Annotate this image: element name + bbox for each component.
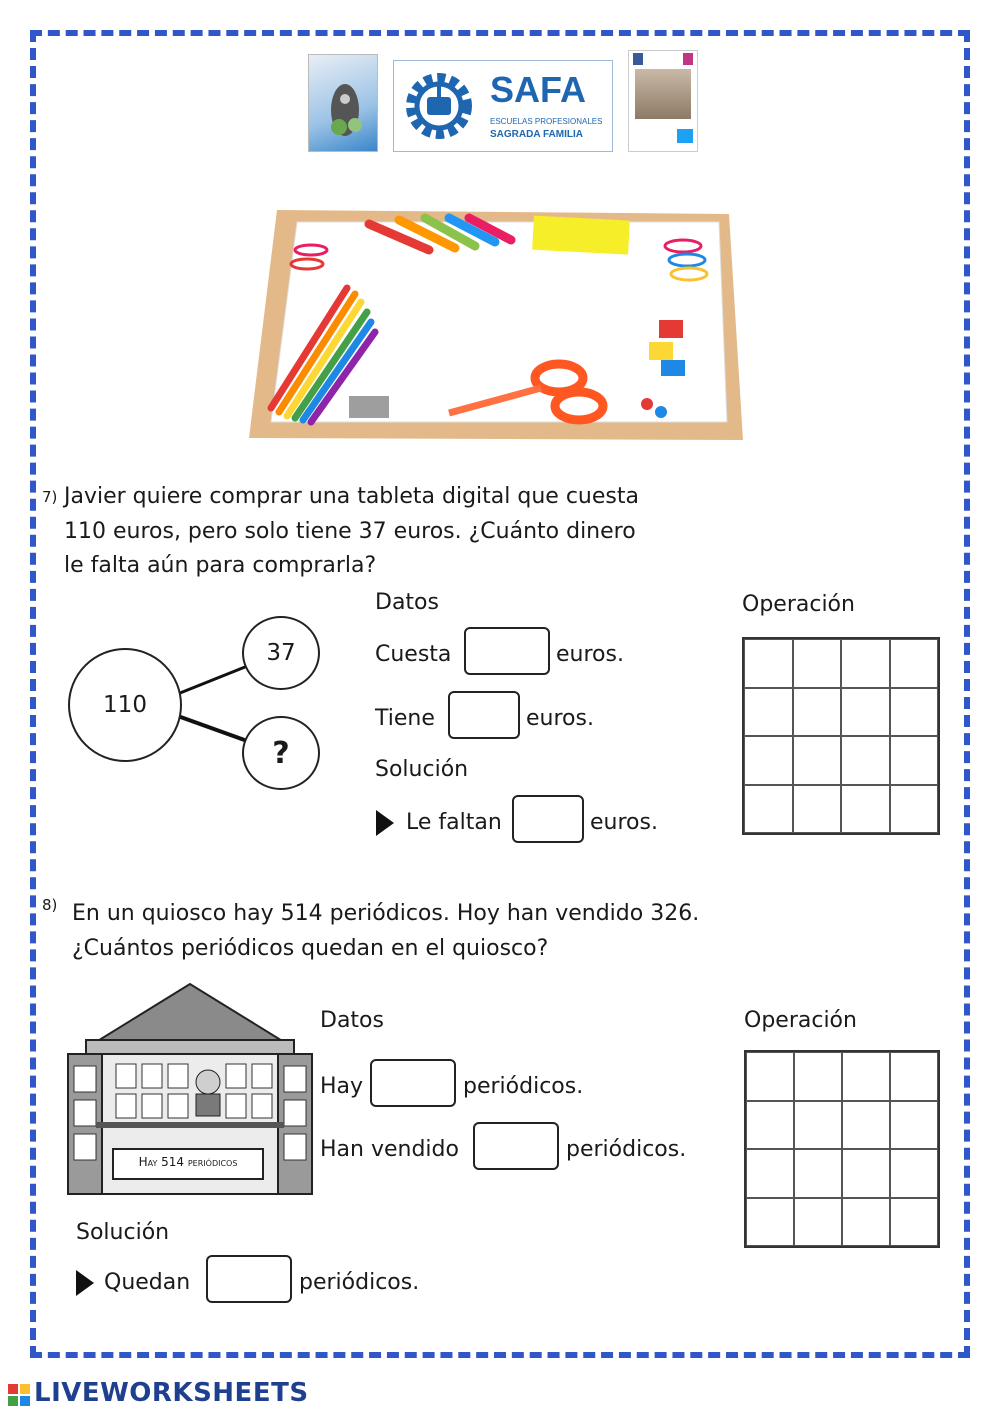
q7-sol-unit: euros. bbox=[590, 810, 658, 835]
twitter-icon bbox=[677, 129, 693, 143]
facebook-icon bbox=[633, 53, 643, 65]
safa-logo-title: SAFA bbox=[490, 69, 587, 110]
q7-line1: Javier quiere comprar una tableta digital que cuesta bbox=[64, 484, 639, 509]
book-cover-illustration bbox=[309, 55, 377, 151]
q7-total-circle: 110 bbox=[68, 648, 182, 762]
q7-line2: 110 euros, pero solo tiene 37 euros. ¿Cuánto dinero bbox=[64, 519, 636, 544]
gear-icon bbox=[400, 67, 478, 145]
q7-number: 7) bbox=[42, 488, 58, 506]
q7-cuesta-input[interactable] bbox=[464, 627, 550, 675]
q8-line2: ¿Cuántos periódicos quedan en el quiosco? bbox=[72, 936, 549, 961]
q8-arrow-icon bbox=[76, 1270, 94, 1296]
book-cover-image bbox=[308, 54, 378, 152]
q7-line3: le falta aún para comprarla? bbox=[64, 553, 377, 578]
q7-unknown-circle: ? bbox=[242, 716, 320, 790]
q8-operation-grid[interactable] bbox=[744, 1050, 940, 1248]
q7-datos-title: Datos bbox=[375, 590, 439, 615]
stationery-graphic bbox=[249, 208, 759, 458]
q7-part-circle: 37 bbox=[242, 616, 320, 690]
liveworksheets-brand[interactable]: LIVEWORKSHEETS bbox=[34, 1378, 309, 1408]
safa-logo-sub1: ESCUELAS PROFESIONALES bbox=[490, 117, 603, 126]
q8-answer-input[interactable] bbox=[206, 1255, 292, 1303]
q7-tiene-input[interactable] bbox=[448, 691, 520, 739]
q7-row1-unit: euros. bbox=[556, 642, 624, 667]
kiosk-illustration bbox=[66, 982, 314, 1200]
liveworksheets-logo-icon bbox=[8, 1384, 30, 1406]
q8-number: 8) bbox=[42, 896, 58, 914]
stationery-illustration bbox=[249, 208, 759, 458]
q7-answer-input[interactable] bbox=[512, 795, 584, 843]
q8-line1: En un quiosco hay 514 periódicos. Hoy han vendido 326. bbox=[72, 901, 700, 926]
q7-sol-label: Le faltan bbox=[406, 810, 502, 835]
q8-row1-unit: periódicos. bbox=[463, 1074, 584, 1099]
q7-row2-label: Tiene bbox=[375, 706, 435, 731]
q8-row2-label: Han vendido bbox=[320, 1137, 459, 1162]
social-flyer-image bbox=[628, 50, 698, 152]
q8-sol-unit: periódicos. bbox=[299, 1270, 420, 1295]
flyer-photo bbox=[635, 69, 691, 119]
safa-logo-sub2: SAGRADA FAMILIA bbox=[490, 129, 583, 140]
q8-row1-label: Hay bbox=[320, 1074, 364, 1099]
safa-logo bbox=[393, 60, 613, 152]
q8-datos-title: Datos bbox=[320, 1008, 384, 1033]
instagram-icon bbox=[683, 53, 693, 65]
q8-vendido-input[interactable] bbox=[473, 1122, 559, 1170]
q8-operacion-title: Operación bbox=[744, 1008, 857, 1033]
q8-hay-input[interactable] bbox=[370, 1059, 456, 1107]
kiosk-sign: Hay 514 periódicos bbox=[112, 1148, 264, 1180]
q7-row2-unit: euros. bbox=[526, 706, 594, 731]
q8-solucion-title: Solución bbox=[76, 1220, 170, 1245]
q8-row2-unit: periódicos. bbox=[566, 1137, 687, 1162]
q7-arrow-icon bbox=[376, 810, 394, 836]
q8-sol-label: Quedan bbox=[104, 1270, 191, 1295]
q7-row1-label: Cuesta bbox=[375, 642, 452, 667]
q7-operacion-title: Operación bbox=[742, 592, 855, 617]
q7-solucion-title: Solución bbox=[375, 757, 469, 782]
q7-operation-grid[interactable] bbox=[742, 637, 940, 835]
